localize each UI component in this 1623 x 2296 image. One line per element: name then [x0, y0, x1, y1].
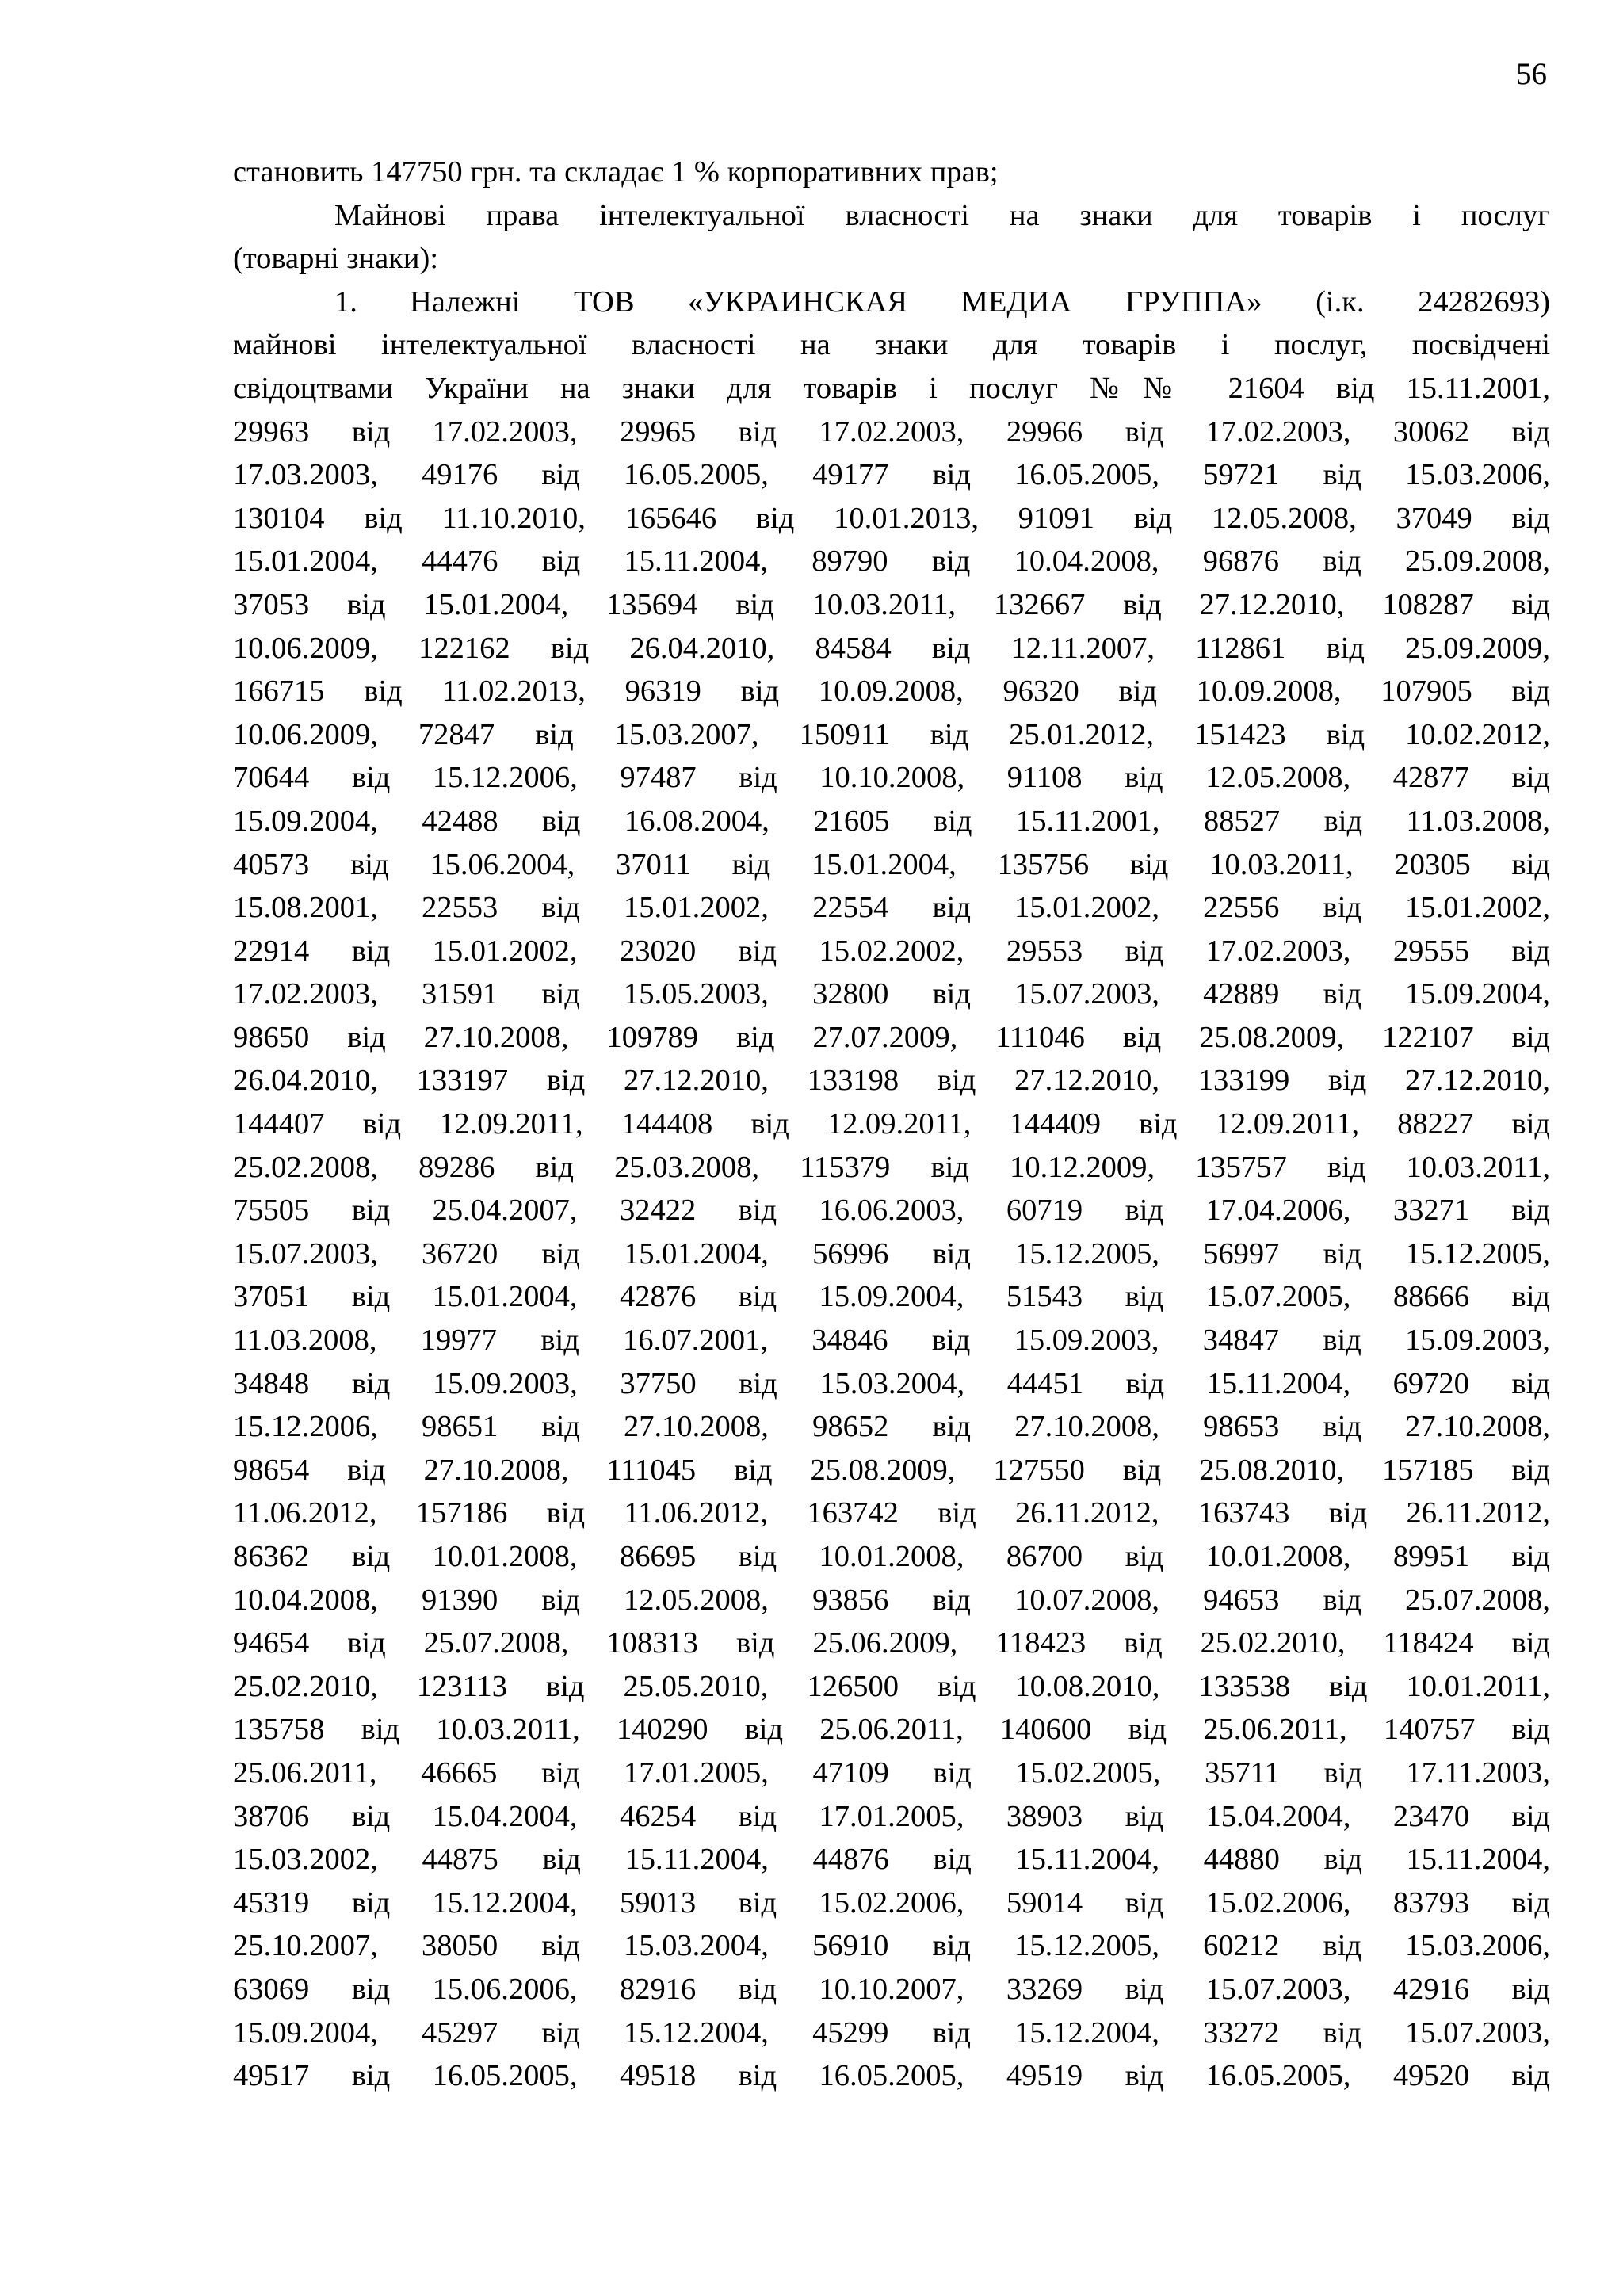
page-number: 56	[1516, 57, 1547, 91]
text-line: 15.09.2004, 45297 від 15.12.2004, 45299 від 15.12.2004, 33272 від 15.07.2003,	[233, 2015, 1550, 2050]
text-line: 10.04.2008, 91390 від 12.05.2008, 93856 від 10.07.2008, 94653 від 25.07.2008,	[233, 1583, 1550, 1617]
text-line: 25.02.2010, 123113 від 25.05.2010, 126500 від 10.08.2010, 133538 від 10.01.2011,	[233, 1669, 1550, 1703]
text-line: 135758 від 10.03.2011, 140290 від 25.06.2011, 140600 від 25.06.2011, 140757 від	[233, 1713, 1550, 1747]
document-body	[233, 151, 1550, 2098]
text-line: 144407 від 12.09.2011, 144408 від 12.09.2011, 144409 від 12.09.2011, 88227 від	[233, 1107, 1550, 1141]
text-line: 40573 від 15.06.2004, 37011 від 15.01.2004, 135756 від 10.03.2011, 20305 від	[233, 847, 1550, 881]
text-line: 15.07.2003, 36720 від 15.01.2004, 56996 від 15.12.2005, 56997 від 15.12.2005,	[233, 1236, 1550, 1270]
text-line: 15.12.2006, 98651 від 27.10.2008, 98652 від 27.10.2008, 98653 від 27.10.2008,	[233, 1410, 1550, 1444]
text-line: 34848 від 15.09.2003, 37750 від 15.03.2004, 44451 від 15.11.2004, 69720 від	[233, 1366, 1550, 1400]
text-line: 86362 від 10.01.2008, 86695 від 10.01.2008, 86700 від 10.01.2008, 89951 від	[233, 1540, 1550, 1573]
text-line: 15.01.2004, 44476 від 15.11.2004, 89790 від 10.04.2008, 96876 від 25.09.2008,	[233, 544, 1550, 579]
text-line: 10.06.2009, 122162 від 26.04.2010, 84584 від 12.11.2007, 112861 від 25.09.2009,	[233, 631, 1550, 665]
text-line: 166715 від 11.02.2013, 96319 від 10.09.2008, 96320 від 10.09.2008, 107905 від	[233, 674, 1550, 709]
text-line: 25.10.2007, 38050 від 15.03.2004, 56910 від 15.12.2005, 60212 від 15.03.2006,	[233, 1929, 1550, 1963]
text-line: 37053 від 15.01.2004, 135694 від 10.03.2011, 132667 від 27.12.2010, 108287 від	[233, 587, 1550, 621]
text-line: 25.06.2011, 46665 від 17.01.2005, 47109 від 15.02.2005, 35711 від 17.11.2003,	[233, 1755, 1550, 1790]
text-line: 25.02.2008, 89286 від 25.03.2008, 115379 від 10.12.2009, 135757 від 10.03.2011,	[233, 1150, 1550, 1184]
text-line: 10.06.2009, 72847 від 15.03.2007, 150911 від 25.01.2012, 151423 від 10.02.2012,	[233, 717, 1550, 751]
text-line: 38706 від 15.04.2004, 46254 від 17.01.2005, 38903 від 15.04.2004, 23470 від	[233, 1799, 1550, 1833]
text-line: 49517 від 16.05.2005, 49518 від 16.05.2005, 49519 від 16.05.2005, 49520 від	[233, 2059, 1550, 2093]
text-line: 98650 від 27.10.2008, 109789 від 27.07.2009, 111046 від 25.08.2009, 122107 від	[233, 1020, 1550, 1054]
text-line: майнові інтелектуальної власності на знаки для товарів і послуг, посвідчені	[233, 328, 1550, 362]
list-marker: 1.	[334, 285, 357, 319]
text-line: 98654 від 27.10.2008, 111045 від 25.08.2009, 127550 від 25.08.2010, 157185 від	[233, 1453, 1550, 1487]
text-line: 37051 від 15.01.2004, 42876 від 15.09.2004, 51543 від 15.07.2005, 88666 від	[233, 1280, 1550, 1314]
text-line: 45319 від 15.12.2004, 59013 від 15.02.2006, 59014 від 15.02.2006, 83793 від	[233, 1885, 1550, 1920]
list-item-text: Належні ТОВ «УКРАИНСКАЯ МЕДИА ГРУППА» (і.к. 24282693)	[410, 285, 1550, 319]
paragraph-first-line: Майнові права інтелектуальної власності на знаки для товарів і послуг	[334, 198, 1550, 232]
text-line: 17.03.2003, 49176 від 16.05.2005, 49177 від 16.05.2005, 59721 від 15.03.2006,	[233, 458, 1550, 492]
text-line: свідоцтвами України на знаки для товарів і послуг №№ 21604 від 15.11.2001,	[233, 371, 1550, 405]
text-line: 75505 від 25.04.2007, 32422 від 16.06.2003, 60719 від 17.04.2006, 33271 від	[233, 1194, 1550, 1228]
list-item-first-line	[233, 281, 1550, 324]
text-line: 63069 від 15.06.2006, 82916 від 10.10.2007, 33269 від 15.07.2003, 42916 від	[233, 1972, 1550, 2006]
text-line: 29963 від 17.02.2003, 29965 від 17.02.2003, 29966 від 17.02.2003, 30062 від	[233, 415, 1550, 449]
text-line: 22914 від 15.01.2002, 23020 від 15.02.2002, 29553 від 17.02.2003, 29555 від	[233, 934, 1550, 968]
text-line: 11.03.2008, 19977 від 16.07.2001, 34846 від 15.09.2003, 34847 від 15.09.2003,	[233, 1324, 1550, 1358]
text-line: 17.02.2003, 31591 від 15.05.2003, 32800 від 15.07.2003, 42889 від 15.09.2004,	[233, 977, 1550, 1011]
text-line: 11.06.2012, 157186 від 11.06.2012, 163742 від 26.11.2012, 163743 від 26.11.2012,	[233, 1496, 1550, 1530]
text-line: 15.03.2002, 44875 від 15.11.2004, 44876 від 15.11.2004, 44880 від 15.11.2004,	[233, 1843, 1550, 1877]
text-line: (товарні знаки):	[233, 242, 439, 276]
text-line: 94654 від 25.07.2008, 108313 від 25.06.2009, 118423 від 25.02.2010, 118424 від	[233, 1626, 1550, 1660]
text-line: 15.08.2001, 22553 від 15.01.2002, 22554 від 15.01.2002, 22556 від 15.01.2002,	[233, 891, 1550, 925]
text-line: 70644 від 15.12.2006, 97487 від 10.10.2008, 91108 від 12.05.2008, 42877 від	[233, 761, 1550, 795]
text-line: 26.04.2010, 133197 від 27.12.2010, 133198 від 27.12.2010, 133199 від 27.12.2010,	[233, 1064, 1550, 1098]
text-line: 130104 від 11.10.2010, 165646 від 10.01.2013, 91091 від 12.05.2008, 37049 від	[233, 501, 1550, 535]
text-line: 15.09.2004, 42488 від 16.08.2004, 21605 від 15.11.2001, 88527 від 11.03.2008,	[233, 804, 1550, 838]
text-line: становить 147750 грн. та складає 1 % корпоративних прав;	[233, 155, 999, 189]
